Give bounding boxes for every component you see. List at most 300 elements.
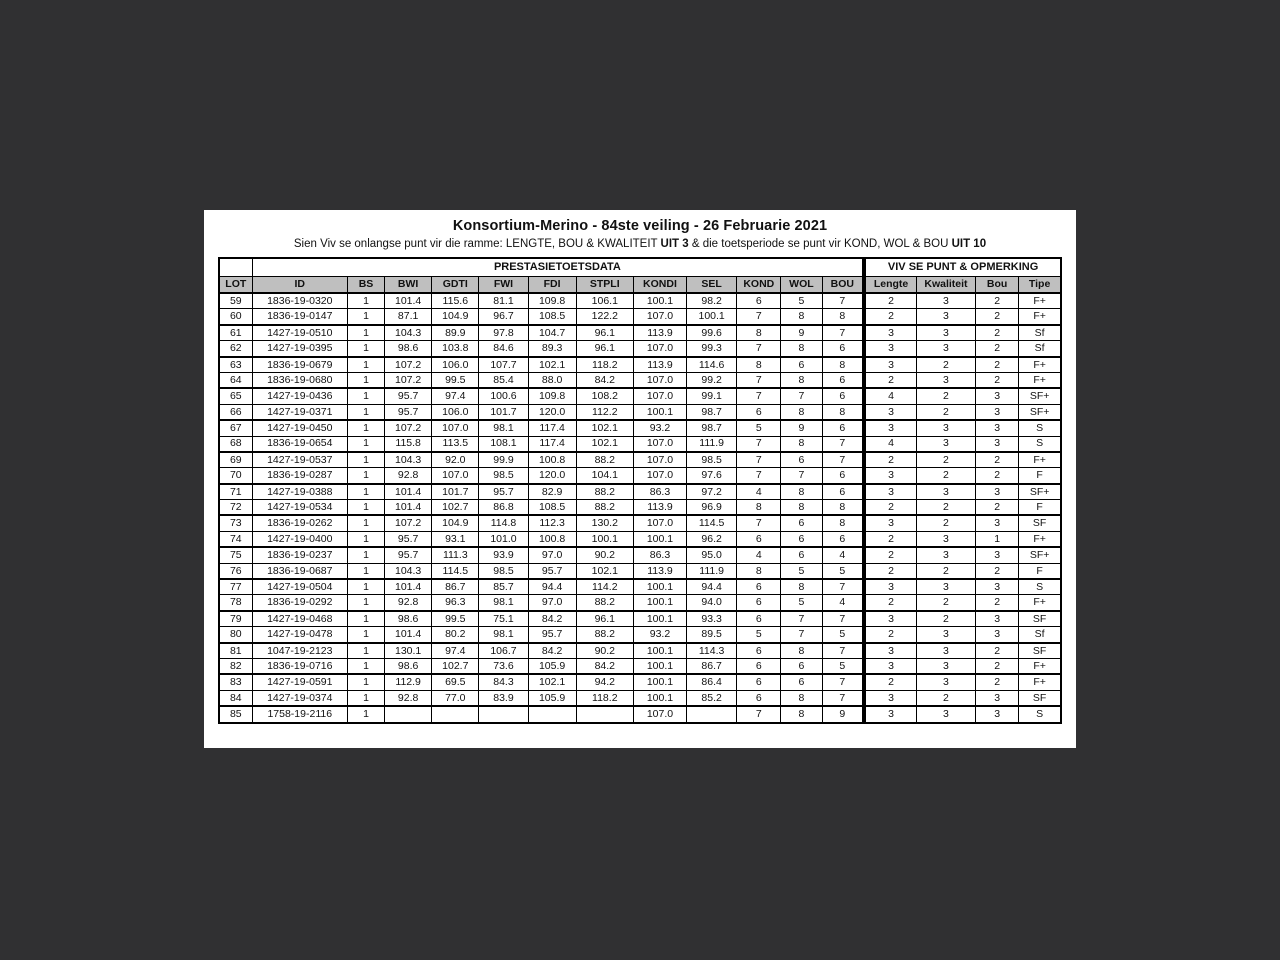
data-cell: SF — [1019, 515, 1061, 531]
data-cell: 2 — [976, 293, 1019, 309]
table-body — [219, 293, 1061, 723]
data-cell: 2 — [864, 595, 916, 611]
data-cell: F — [1019, 500, 1061, 516]
data-cell: 89.3 — [528, 341, 576, 357]
data-cell: 107.0 — [633, 341, 686, 357]
data-cell: 3 — [864, 420, 916, 436]
table-row — [219, 468, 1061, 484]
data-cell: 93.2 — [633, 627, 686, 643]
data-cell: 1427-19-0436 — [252, 388, 347, 404]
data-cell: 98.1 — [479, 420, 528, 436]
data-cell — [479, 706, 528, 722]
column-header-kwaliteit: Kwaliteit — [916, 277, 975, 294]
data-cell: 2 — [976, 500, 1019, 516]
data-cell: 87.1 — [385, 309, 432, 325]
data-cell: 4 — [737, 547, 781, 563]
data-cell: 100.1 — [633, 674, 686, 690]
data-cell: S — [1019, 436, 1061, 452]
data-cell: 2 — [864, 293, 916, 309]
table-row — [219, 579, 1061, 595]
data-cell: 94.4 — [528, 579, 576, 595]
data-cell: 84.2 — [528, 643, 576, 659]
data-cell: Sf — [1019, 325, 1061, 341]
data-cell: 107.2 — [385, 515, 432, 531]
data-cell: 89.5 — [687, 627, 737, 643]
data-cell: 118.2 — [576, 690, 633, 706]
data-cell: 1836-19-0147 — [252, 309, 347, 325]
data-cell: 1427-19-0591 — [252, 674, 347, 690]
data-cell: 3 — [864, 357, 916, 373]
data-cell: 6 — [822, 420, 864, 436]
data-cell: 7 — [822, 674, 864, 690]
data-cell: 1 — [347, 452, 384, 468]
data-cell: 8 — [781, 579, 822, 595]
data-cell: 1836-19-0287 — [252, 468, 347, 484]
data-cell: 107.7 — [479, 357, 528, 373]
data-cell: 98.7 — [687, 420, 737, 436]
data-cell: 2 — [976, 468, 1019, 484]
data-cell: 100.1 — [576, 531, 633, 547]
data-cell: 7 — [822, 643, 864, 659]
table-row — [219, 690, 1061, 706]
data-cell: 3 — [916, 484, 975, 500]
data-cell: 3 — [976, 547, 1019, 563]
data-cell: 113.9 — [633, 325, 686, 341]
data-cell: 106.0 — [432, 357, 479, 373]
data-cell: 120.0 — [528, 468, 576, 484]
data-cell — [385, 706, 432, 722]
data-cell: 3 — [864, 690, 916, 706]
column-header-wol: WOL — [781, 277, 822, 294]
table-row — [219, 611, 1061, 627]
data-cell: F+ — [1019, 595, 1061, 611]
lot-cell: 82 — [219, 658, 252, 674]
data-cell: 7 — [822, 611, 864, 627]
data-cell: 2 — [916, 595, 975, 611]
data-cell: 6 — [737, 531, 781, 547]
data-cell: 96.1 — [576, 611, 633, 627]
data-cell: 104.3 — [385, 563, 432, 579]
data-cell: 97.0 — [528, 595, 576, 611]
data-cell: 3 — [916, 325, 975, 341]
data-cell: 86.4 — [687, 674, 737, 690]
data-cell: 98.2 — [687, 293, 737, 309]
data-cell: 4 — [737, 484, 781, 500]
data-cell: 100.1 — [633, 579, 686, 595]
data-cell: 96.2 — [687, 531, 737, 547]
data-cell: 6 — [737, 674, 781, 690]
data-cell: 96.9 — [687, 500, 737, 516]
data-cell: 3 — [976, 611, 1019, 627]
data-cell: 84.2 — [576, 658, 633, 674]
data-cell: 6 — [737, 595, 781, 611]
data-cell: 3 — [864, 658, 916, 674]
data-cell: 3 — [916, 643, 975, 659]
data-cell: 1836-19-0237 — [252, 547, 347, 563]
data-cell: 88.2 — [576, 627, 633, 643]
data-cell: 1 — [347, 420, 384, 436]
data-cell: F+ — [1019, 658, 1061, 674]
data-cell: 94.4 — [687, 579, 737, 595]
lot-cell: 81 — [219, 643, 252, 659]
data-cell: 6 — [822, 468, 864, 484]
data-cell: 100.8 — [528, 531, 576, 547]
data-cell: 98.5 — [479, 468, 528, 484]
data-cell: 108.5 — [528, 309, 576, 325]
data-cell: 84.6 — [479, 341, 528, 357]
data-cell: 75.1 — [479, 611, 528, 627]
data-cell: 3 — [916, 658, 975, 674]
data-cell: 112.2 — [576, 404, 633, 420]
data-cell: SF+ — [1019, 404, 1061, 420]
data-cell: 101.0 — [479, 531, 528, 547]
data-cell: 98.5 — [687, 452, 737, 468]
column-header-bou: BOU — [822, 277, 864, 294]
lot-cell: 79 — [219, 611, 252, 627]
data-cell: 9 — [781, 420, 822, 436]
data-cell: 2 — [976, 309, 1019, 325]
data-cell: 2 — [864, 309, 916, 325]
data-cell: F+ — [1019, 309, 1061, 325]
data-cell: 83.9 — [479, 690, 528, 706]
data-cell: 1 — [347, 643, 384, 659]
lot-cell: 85 — [219, 706, 252, 722]
data-cell: 88.0 — [528, 372, 576, 388]
table-row — [219, 563, 1061, 579]
data-cell: S — [1019, 579, 1061, 595]
data-cell: 98.5 — [479, 563, 528, 579]
data-cell: 94.0 — [687, 595, 737, 611]
data-cell: 5 — [822, 658, 864, 674]
data-cell: 100.1 — [633, 658, 686, 674]
data-cell: 2 — [864, 452, 916, 468]
data-cell: 102.1 — [528, 357, 576, 373]
column-header-id: ID — [252, 277, 347, 294]
table-row — [219, 658, 1061, 674]
data-cell: 93.9 — [479, 547, 528, 563]
lot-cell: 61 — [219, 325, 252, 341]
data-cell: 122.2 — [576, 309, 633, 325]
table-row — [219, 341, 1061, 357]
column-header-tipe: Tipe — [1019, 277, 1061, 294]
data-cell: 1 — [347, 341, 384, 357]
data-cell: 2 — [976, 643, 1019, 659]
data-cell: 8 — [781, 643, 822, 659]
column-header-sel: SEL — [687, 277, 737, 294]
lot-cell: 64 — [219, 372, 252, 388]
data-cell: 1758-19-2116 — [252, 706, 347, 722]
data-cell: 117.4 — [528, 436, 576, 452]
data-cell: SF+ — [1019, 484, 1061, 500]
data-cell: 3 — [864, 404, 916, 420]
data-cell: 98.6 — [385, 611, 432, 627]
data-cell: 86.8 — [479, 500, 528, 516]
data-cell: 107.0 — [633, 468, 686, 484]
data-cell: 101.4 — [385, 484, 432, 500]
data-cell: 8 — [781, 500, 822, 516]
data-cell: 102.7 — [432, 500, 479, 516]
lot-cell: 67 — [219, 420, 252, 436]
data-cell: 2 — [916, 500, 975, 516]
data-cell: 99.1 — [687, 388, 737, 404]
data-cell: 2 — [976, 563, 1019, 579]
data-cell: 96.1 — [576, 325, 633, 341]
data-cell: 80.2 — [432, 627, 479, 643]
data-cell: 3 — [864, 706, 916, 722]
group-header-viv-se-punt: VIV SE PUNT & OPMERKING — [864, 258, 1061, 277]
data-cell: 7 — [737, 468, 781, 484]
data-cell: 3 — [976, 484, 1019, 500]
data-cell: 100.1 — [633, 404, 686, 420]
data-cell: 1427-19-0537 — [252, 452, 347, 468]
data-cell: 1 — [347, 436, 384, 452]
data-cell: 6 — [822, 341, 864, 357]
table-row — [219, 404, 1061, 420]
data-cell: 107.0 — [633, 436, 686, 452]
data-cell: 114.5 — [687, 515, 737, 531]
table-row — [219, 484, 1061, 500]
data-cell: 6 — [737, 690, 781, 706]
data-cell: 1 — [347, 658, 384, 674]
lot-cell: 62 — [219, 341, 252, 357]
data-cell: 115.8 — [385, 436, 432, 452]
data-cell: 97.2 — [687, 484, 737, 500]
data-cell — [576, 706, 633, 722]
lot-cell: 71 — [219, 484, 252, 500]
lot-cell: 77 — [219, 579, 252, 595]
data-cell: 6 — [737, 658, 781, 674]
data-cell: 1836-19-0654 — [252, 436, 347, 452]
data-cell: 2 — [976, 341, 1019, 357]
data-cell: 6 — [781, 357, 822, 373]
data-cell: 5 — [822, 627, 864, 643]
table-row — [219, 372, 1061, 388]
data-cell: 1836-19-0292 — [252, 595, 347, 611]
data-cell: F+ — [1019, 357, 1061, 373]
data-cell: 1 — [347, 579, 384, 595]
column-header-stpli: STPLI — [576, 277, 633, 294]
data-cell: 100.8 — [528, 452, 576, 468]
data-cell: 2 — [916, 357, 975, 373]
data-cell: 104.3 — [385, 325, 432, 341]
data-cell: 1427-19-0450 — [252, 420, 347, 436]
data-cell: SF+ — [1019, 388, 1061, 404]
data-cell: F — [1019, 563, 1061, 579]
data-cell: 9 — [822, 706, 864, 722]
data-cell: 3 — [864, 325, 916, 341]
column-header-lengte: Lengte — [864, 277, 916, 294]
data-cell: SF — [1019, 690, 1061, 706]
data-cell: 6 — [781, 547, 822, 563]
data-cell: 1427-19-0510 — [252, 325, 347, 341]
data-cell: 106.1 — [576, 293, 633, 309]
data-cell: 3 — [864, 579, 916, 595]
data-cell: 7 — [822, 293, 864, 309]
data-cell: 101.7 — [479, 404, 528, 420]
data-cell: 6 — [822, 372, 864, 388]
data-cell: 88.2 — [576, 484, 633, 500]
data-cell: 109.8 — [528, 293, 576, 309]
data-cell: F — [1019, 468, 1061, 484]
data-cell: 1427-19-0534 — [252, 500, 347, 516]
data-cell: 1 — [347, 500, 384, 516]
data-cell: 115.6 — [432, 293, 479, 309]
data-cell: 3 — [864, 643, 916, 659]
data-cell: 3 — [916, 293, 975, 309]
data-cell: 1 — [347, 484, 384, 500]
data-cell: 97.0 — [528, 547, 576, 563]
data-cell: 3 — [864, 611, 916, 627]
data-cell: 3 — [916, 309, 975, 325]
data-cell: 7 — [737, 388, 781, 404]
data-cell: 86.3 — [633, 484, 686, 500]
data-cell: 96.7 — [479, 309, 528, 325]
data-cell: 113.9 — [633, 500, 686, 516]
lot-cell: 84 — [219, 690, 252, 706]
data-cell: 93.3 — [687, 611, 737, 627]
data-cell: 3 — [916, 627, 975, 643]
data-cell: 101.4 — [385, 500, 432, 516]
data-cell: 7 — [822, 436, 864, 452]
data-cell: 90.2 — [576, 643, 633, 659]
data-cell: 93.2 — [633, 420, 686, 436]
data-cell: 3 — [976, 627, 1019, 643]
data-cell: 6 — [781, 531, 822, 547]
data-cell: 3 — [976, 420, 1019, 436]
data-cell: 3 — [976, 388, 1019, 404]
data-cell: 86.7 — [687, 658, 737, 674]
data-cell: 6 — [781, 515, 822, 531]
data-cell: 95.7 — [528, 563, 576, 579]
data-cell: 3 — [864, 515, 916, 531]
data-cell: 6 — [737, 404, 781, 420]
data-cell: 3 — [976, 515, 1019, 531]
data-cell: 114.2 — [576, 579, 633, 595]
data-cell: 104.3 — [385, 452, 432, 468]
data-cell: 105.9 — [528, 690, 576, 706]
data-cell: 89.9 — [432, 325, 479, 341]
data-cell: 2 — [976, 595, 1019, 611]
table-row — [219, 436, 1061, 452]
data-cell: 3 — [976, 436, 1019, 452]
data-cell: 69.5 — [432, 674, 479, 690]
data-cell: 104.7 — [528, 325, 576, 341]
data-cell: 102.1 — [576, 420, 633, 436]
data-cell: 7 — [781, 627, 822, 643]
table-row — [219, 706, 1061, 722]
data-cell — [687, 706, 737, 722]
data-cell: 8 — [781, 436, 822, 452]
data-cell: 8 — [822, 357, 864, 373]
data-cell: 103.8 — [432, 341, 479, 357]
data-cell: 1427-19-0371 — [252, 404, 347, 420]
data-cell: 1836-19-0262 — [252, 515, 347, 531]
data-cell: 113.9 — [633, 357, 686, 373]
data-cell: 5 — [781, 293, 822, 309]
data-cell: 85.2 — [687, 690, 737, 706]
lot-cell: 66 — [219, 404, 252, 420]
data-cell: 1 — [347, 515, 384, 531]
data-cell: 1 — [347, 404, 384, 420]
data-cell: 7 — [781, 468, 822, 484]
data-cell: 2 — [976, 658, 1019, 674]
data-cell: 107.2 — [385, 357, 432, 373]
data-cell: 1836-19-0680 — [252, 372, 347, 388]
subtitle-segment: & die toetsperiode se punt vir KOND, WOL & BOU — [688, 238, 952, 250]
data-cell: 101.7 — [432, 484, 479, 500]
data-cell: 104.9 — [432, 309, 479, 325]
lot-cell: 65 — [219, 388, 252, 404]
data-cell: 2 — [976, 674, 1019, 690]
data-cell: 7 — [781, 611, 822, 627]
data-cell: 2 — [916, 468, 975, 484]
lot-cell: 70 — [219, 468, 252, 484]
data-cell: SF+ — [1019, 547, 1061, 563]
data-cell: 7 — [737, 452, 781, 468]
data-cell: 2 — [916, 690, 975, 706]
data-cell: 8 — [822, 404, 864, 420]
data-cell: 3 — [916, 341, 975, 357]
group-header-empty-cell — [219, 258, 252, 277]
data-cell: 97.4 — [432, 388, 479, 404]
data-cell: 3 — [864, 468, 916, 484]
data-cell: 6 — [781, 658, 822, 674]
data-cell: 88.2 — [576, 500, 633, 516]
data-cell: 107.2 — [385, 372, 432, 388]
data-cell: 2 — [864, 627, 916, 643]
data-cell: 100.1 — [687, 309, 737, 325]
data-cell: 5 — [822, 563, 864, 579]
data-cell: 7 — [822, 325, 864, 341]
data-cell: 1427-19-0400 — [252, 531, 347, 547]
data-cell: 1427-19-0395 — [252, 341, 347, 357]
data-cell: 7 — [737, 515, 781, 531]
data-cell: 1 — [347, 309, 384, 325]
data-cell: 112.3 — [528, 515, 576, 531]
data-cell: 1 — [976, 531, 1019, 547]
data-cell: 2 — [864, 674, 916, 690]
data-cell: 97.8 — [479, 325, 528, 341]
data-cell: 4 — [822, 595, 864, 611]
data-cell: 3 — [916, 706, 975, 722]
lot-cell: 83 — [219, 674, 252, 690]
data-cell: 95.7 — [528, 627, 576, 643]
data-cell: 8 — [737, 357, 781, 373]
data-cell: 5 — [737, 420, 781, 436]
data-cell: F+ — [1019, 531, 1061, 547]
table-row — [219, 420, 1061, 436]
data-cell: 85.4 — [479, 372, 528, 388]
lot-cell: 80 — [219, 627, 252, 643]
data-cell: 99.6 — [687, 325, 737, 341]
data-cell: 107.0 — [633, 388, 686, 404]
data-cell: 1 — [347, 627, 384, 643]
data-cell: 107.0 — [432, 420, 479, 436]
data-cell: 2 — [864, 372, 916, 388]
data-cell: 107.0 — [633, 515, 686, 531]
data-cell: 7 — [822, 690, 864, 706]
data-cell: 6 — [822, 531, 864, 547]
data-cell: 95.7 — [385, 404, 432, 420]
data-cell: 98.1 — [479, 595, 528, 611]
data-cell — [432, 706, 479, 722]
table-row — [219, 388, 1061, 404]
data-cell: 100.1 — [633, 690, 686, 706]
table-row — [219, 293, 1061, 309]
data-cell: 90.2 — [576, 547, 633, 563]
data-cell: 86.3 — [633, 547, 686, 563]
data-cell: 118.2 — [576, 357, 633, 373]
